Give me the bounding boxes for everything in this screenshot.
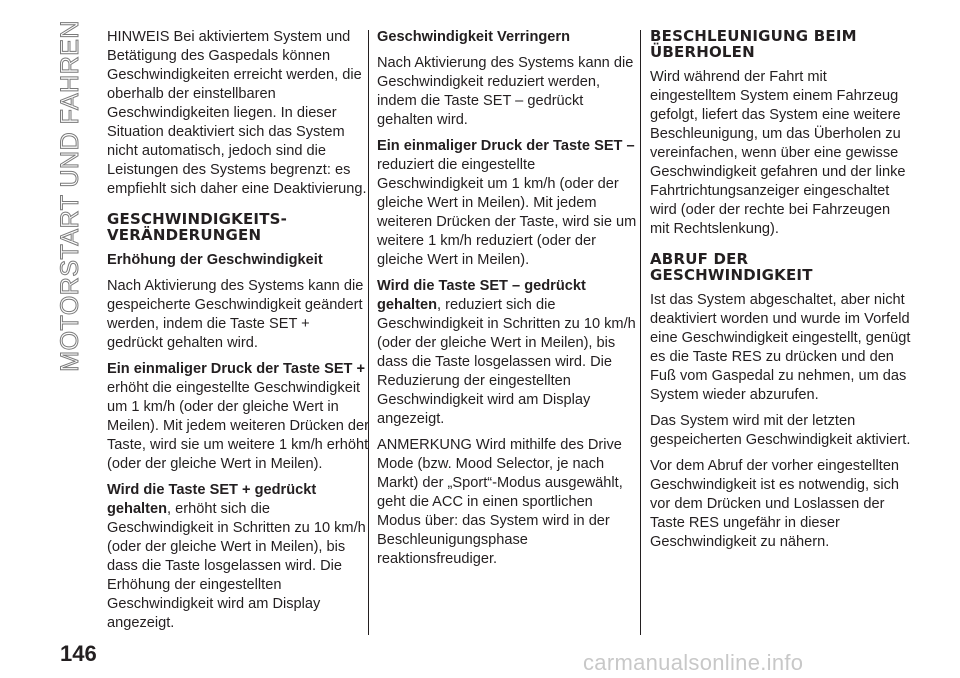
column-divider <box>640 30 641 635</box>
bold-lead: Ein einmaliger Druck der Taste SET – <box>377 138 635 154</box>
paragraph-abruf-2: Das System wird mit der letzten gespeicherten Geschwindigkeit aktiviert. <box>650 413 911 448</box>
paragraph-beschleunigung: Wird während der Fahrt mit eingestelltem System einem Fahrzeug gefolgt, liefert das System eine weitere Beschleunigung, um das Überholen zu vereinfachen, wenn über eine gewisse Geschwindigkeit gefahren und der linke Fahrtrichtungsanzeiger eingeschaltet wird (oder der rechte bei Fahrzeugen mit Rechtslenkung). <box>650 69 906 237</box>
column-3 <box>650 28 912 559</box>
column-2 <box>377 28 639 576</box>
subheading-erhoehung: Erhöhung der Geschwindigkeit <box>107 252 323 268</box>
bold-lead: Ein einmaliger Druck der Taste SET + <box>107 361 366 377</box>
bold-lead: Wird die Taste SET + gedrückt gehalten <box>107 482 317 517</box>
paragraph-gedrueckt-minus <box>377 277 639 429</box>
section-title-text: MOTORSTART UND FAHREN <box>55 20 84 372</box>
hinweis-note: HINWEIS Bei aktiviertem System und Betätigung des Gaspedals können Geschwindigkeiten erreicht werden, die oberhalb der einstellbaren Geschwindigkeiten liegen. In dieser Situation deaktiviert sich das System nicht automatisch, jedoch sind die Leistungen des Systems begrenzt: es empfiehlt sich daher eine Deaktivierung. <box>107 29 367 197</box>
page-number: 146 <box>60 641 97 666</box>
paragraph-text: reduziert die eingestellte Geschwindigkeit um 1 km/h (oder der gleiche Wert in Meilen). Mit jedem weiteren Drücken der Taste, wird sie um weitere 1 km/h reduziert (oder der gleiche Wert in Meilen). <box>377 157 637 268</box>
paragraph-gedrueckt-plus <box>107 481 369 633</box>
paragraph-einmaliger-druck-minus <box>377 137 639 270</box>
section-side-title <box>52 20 88 372</box>
heading-geschwindigkeits-veraenderungen: GESCHWINDIGKEITS-VERÄNDERUNGEN <box>107 210 288 244</box>
paragraph-einmaliger-druck-plus <box>107 360 369 474</box>
paragraph-text: , reduziert sich die Geschwindigkeit in Schritten zu 10 km/h (oder der gleiche Wert in Meilen), bis dass die Taste losgelassen wird. Die Reduzierung der eingestellten Geschwindigkeit wird am Display angezeigt. <box>377 297 636 427</box>
paragraph-text: erhöht die eingestellte Geschwindigkeit um 1 km/h (oder der gleiche Wert in Meilen). Mit jedem weiteren Drücken der Taste, wird sie um weitere 1 km/h erhöht (oder der gleiche Wert in Meilen). <box>107 380 369 472</box>
paragraph-text: , erhöht sich die Geschwindigkeit in Schritten zu 10 km/h (oder der gleiche Wert in Meilen), bis dass die Taste losgelassen wird. Die Erhöhung der eingestellten Geschwindigkeit wird am Display angezeigt. <box>107 501 366 631</box>
paragraph-abruf-3: Vor dem Abruf der vorher eingestellten Geschwindigkeit ist es notwendig, sich vor dem Drücken und Loslassen der Taste RES ungefähr in dieser Geschwindigkeit zu nähern. <box>650 458 900 550</box>
heading-beschleunigung: BESCHLEUNIGUNG BEIM ÜBERHOLEN <box>650 27 857 61</box>
paragraph-abruf-1: Ist das System abgeschaltet, aber nicht deaktiviert worden und wurde im Vorfeld eine Geschwindigkeit eingestellt, genügt es die Taste RES zu drücken und den Fuß vom Gaspedal zu nehmen, um das System wieder abzurufen. <box>650 292 911 403</box>
subheading-verringern: Geschwindigkeit Verringern <box>377 29 571 45</box>
anmerkung-note: ANMERKUNG Wird mithilfe des Drive Mode (bzw. Mood Selector, je nach Markt) der „Sport“-Modus ausgewählt, geht die ACC in einen sportlichen Modus über: das System wird in der Beschleunigungsphase reaktionsfreudiger. <box>377 437 623 567</box>
watermark-text: carmanualsonline.info <box>583 650 804 675</box>
heading-abruf: ABRUF DER GESCHWINDIGKEIT <box>650 250 813 284</box>
paragraph-intro-erhoehung: Nach Aktivierung des Systems kann die gespeicherte Geschwindigkeit geändert werden, indem die Taste SET + gedrückt gehalten wird. <box>107 278 364 351</box>
paragraph-intro-verringern: Nach Aktivierung des Systems kann die Geschwindigkeit reduziert werden, indem die Taste SET – gedrückt gehalten wird. <box>377 55 634 128</box>
column-1 <box>107 28 369 640</box>
bold-lead: Wird die Taste SET – gedrückt gehalten <box>377 278 586 313</box>
